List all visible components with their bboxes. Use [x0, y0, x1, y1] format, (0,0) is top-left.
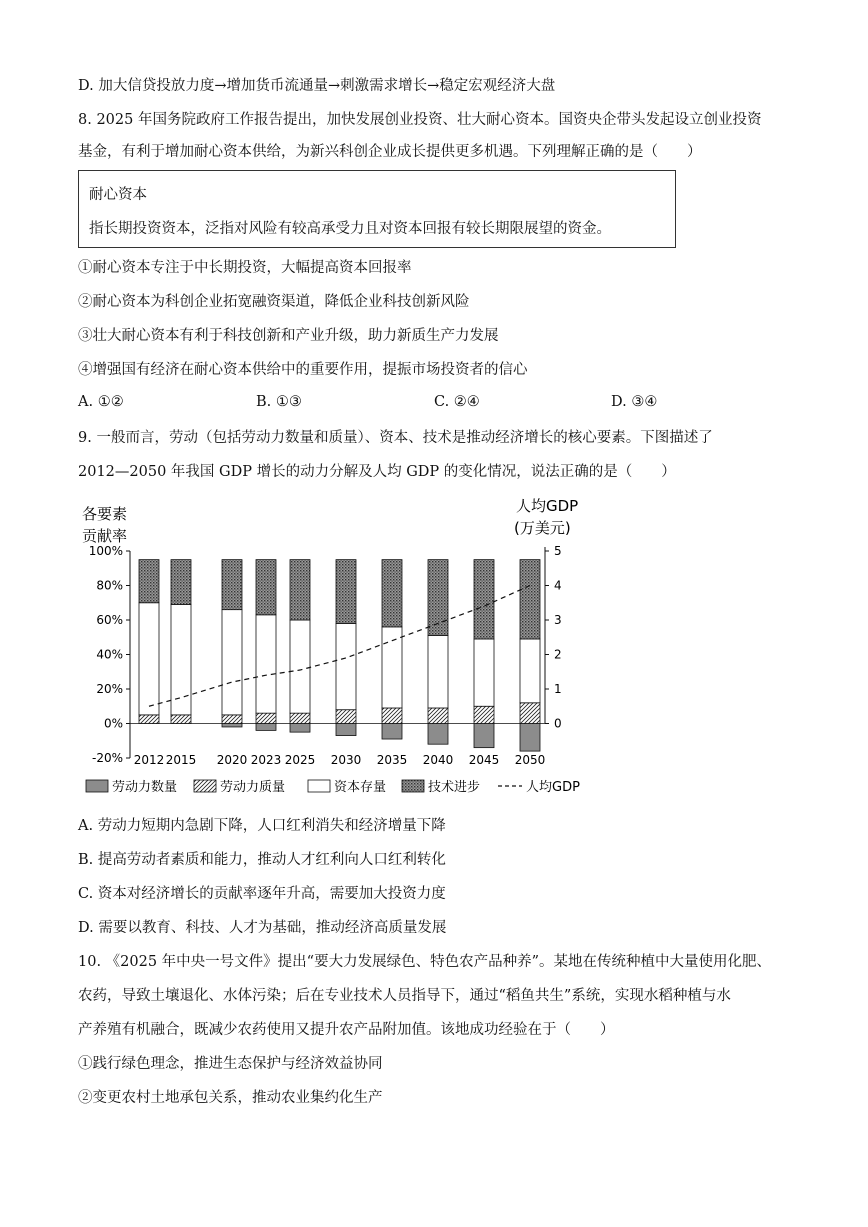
x-tick-label: 2045: [468, 753, 500, 767]
q9-stem-line1: 9. 一般而言，劳动（包括劳动力数量和质量）、资本、技术是推动经济增长的核心要素。下图描述了: [78, 430, 713, 446]
bar-capital: [222, 610, 242, 715]
q8-option-c[interactable]: C. ②④: [434, 394, 480, 410]
y-left-label-2: 贡献率: [82, 527, 128, 545]
y-left-tick-label: 40%: [96, 647, 123, 662]
bar-tech: [336, 560, 356, 624]
q8-statement-3: ③壮大耐心资本有利于科技创新和产业升级，助力新质生产力发展: [78, 328, 499, 344]
bar-capital: [139, 603, 159, 715]
y-right-tick-label: 3: [554, 613, 562, 627]
legend-label-gdp: 人均GDP: [526, 780, 580, 795]
q8-statement-1: ①耐心资本专注于中长期投资，大幅提高资本回报率: [78, 260, 412, 276]
x-axis-labels: [134, 753, 546, 767]
y-axis-right: [545, 544, 562, 731]
bar-labor-quality: [336, 710, 356, 724]
bar-tech: [222, 560, 242, 610]
q10-stem-line3: 产养殖有机融合，既减少农药使用又提升农产品附加值。该地成功经验在于（ ）: [78, 1022, 615, 1038]
q10-stem-line1: 10. 《2025 年中央一号文件》提出“要大力发展绿色、特色农产品种养”。某地在传统种植中大量使用化肥、: [78, 954, 772, 970]
x-tick-label: 2050: [514, 753, 546, 767]
bar-labor-quantity: [256, 724, 276, 731]
x-tick-label: 2040: [422, 753, 454, 767]
bar-tech: [171, 560, 191, 605]
y-right-tick-label: 4: [554, 578, 562, 593]
bar-capital: [428, 636, 448, 708]
bar-labor-quantity: [222, 724, 242, 727]
q8-option-d[interactable]: D. ③④: [611, 394, 658, 410]
x-tick-label: 2015: [165, 753, 197, 767]
bar-labor-quality: [382, 708, 402, 724]
bar-capital: [520, 639, 540, 703]
legend-swatch-labor-quality: [194, 780, 216, 792]
bar-tech: [382, 560, 402, 627]
q10-statement-2: ②变更农村土地承包关系，推动农业集约化生产: [78, 1090, 383, 1106]
bar-labor-quality: [474, 706, 494, 723]
bar-labor-quantity: [520, 724, 540, 752]
bars-group: [139, 560, 540, 751]
y-left-tick-label: 60%: [96, 613, 123, 627]
bar-labor-quantity: [290, 724, 310, 733]
y-left-tick-label: 100%: [88, 544, 123, 558]
x-tick-label: 2012: [133, 753, 165, 767]
bar-tech: [139, 560, 159, 603]
q8-option-b[interactable]: B. ①③: [256, 394, 302, 410]
y-left-label-1: 各要素: [82, 505, 128, 523]
y-right-tick-label: 1: [554, 682, 562, 696]
q9-option-c[interactable]: C. 资本对经济增长的贡献率逐年升高，需要加大投资力度: [78, 886, 446, 902]
x-tick-label: 2030: [330, 753, 362, 767]
legend-label-labor-quality: 劳动力质量: [220, 780, 286, 795]
legend-label-capital: 资本存量: [334, 780, 387, 795]
q7-option-d: D. 加大信贷投放力度→增加货币流通量→刺激需求增长→稳定宏观经济大盘: [78, 78, 556, 94]
legend-label-labor-quantity: 劳动力数量: [112, 780, 178, 795]
legend-swatch-capital: [308, 780, 330, 792]
bar-tech: [256, 560, 276, 615]
bar-labor-quality: [520, 703, 540, 724]
x-tick-label: 2023: [250, 753, 282, 767]
bar-labor-quantity: [336, 724, 356, 736]
bar-tech: [474, 560, 494, 639]
bar-labor-quality: [290, 713, 310, 723]
y-right-tick-label: 5: [554, 544, 562, 558]
bar-tech: [290, 560, 310, 620]
bar-labor-quality: [256, 713, 276, 723]
legend-label-tech: 技术进步: [428, 780, 481, 795]
q9-stem-line2: 2012—2050 年我国 GDP 增长的动力分解及人均 GDP 的变化情况，说法正确的是（ ）: [78, 464, 676, 480]
bar-capital: [382, 627, 402, 708]
bar-labor-quantity: [382, 724, 402, 740]
q9-option-b[interactable]: B. 提高劳动者素质和能力，推动人才红利向人口红利转化: [78, 852, 446, 868]
y-right-tick-label: 0: [554, 716, 562, 731]
bar-labor-quality: [171, 715, 191, 724]
y-right-label-1: 人均GDP: [516, 497, 579, 515]
y-left-tick-label: 80%: [96, 578, 123, 593]
q8-statement-4: ④增强国有经济在耐心资本供给中的重要作用，提振市场投资者的信心: [78, 362, 528, 378]
legend-swatch-labor-quantity: [86, 780, 108, 792]
bar-capital: [256, 615, 276, 713]
definition-body: 指长期投资资本，泛指对风险有较高承受力且对资本回报有较长期限展望的资金。: [89, 221, 611, 237]
x-tick-label: 2035: [376, 753, 408, 767]
legend: [86, 779, 580, 795]
y-left-tick-label: -20%: [91, 751, 123, 765]
q10-stem-line2: 农药，导致土壤退化、水体污染；后在专业技术人员指导下，通过“稻鱼共生”系统，实现水稻种植与水: [78, 988, 731, 1004]
definition-title: 耐心资本: [89, 187, 147, 203]
y-left-tick-label: 20%: [96, 682, 123, 696]
q8-stem-line2: 基金，有利于增加耐心资本供给，为新兴科创企业成长提供更多机遇。下列理解正确的是（ ）: [78, 144, 702, 160]
bar-labor-quality: [222, 715, 242, 724]
q10-statement-1: ①践行绿色理念，推进生态保护与经济效益协同: [78, 1056, 383, 1072]
q9-option-d[interactable]: D. 需要以教育、科技、人才为基础，推动经济高质量发展: [78, 920, 447, 936]
x-tick-label: 2020: [216, 753, 248, 767]
bar-capital: [171, 604, 191, 714]
q8-stem-line1: 8. 2025 年国务院政府工作报告提出，加快发展创业投资、壮大耐心资本。国资央企带头发起设立创业投资: [78, 112, 762, 128]
bar-tech: [520, 560, 540, 639]
y-left-tick-label: 0%: [103, 716, 123, 731]
y-right-tick-label: 2: [554, 647, 562, 662]
bar-labor-quantity: [428, 724, 448, 745]
y-right-label-2: (万美元): [514, 519, 571, 537]
legend-swatch-tech: [402, 780, 424, 792]
bar-capital: [474, 639, 494, 706]
bar-tech: [428, 560, 448, 636]
bar-capital: [336, 623, 356, 709]
q8-statement-2: ②耐心资本为科创企业拓宽融资渠道，降低企业科技创新风险: [78, 294, 470, 310]
x-tick-label: 2025: [284, 753, 316, 767]
bar-labor-quantity: [474, 724, 494, 748]
bar-labor-quality: [139, 715, 159, 724]
bar-capital: [290, 620, 310, 713]
q8-option-a[interactable]: A. ①②: [78, 394, 124, 410]
q9-option-a[interactable]: A. 劳动力短期内急剧下降，人口红利消失和经济增量下降: [78, 818, 446, 834]
bar-labor-quality: [428, 708, 448, 724]
